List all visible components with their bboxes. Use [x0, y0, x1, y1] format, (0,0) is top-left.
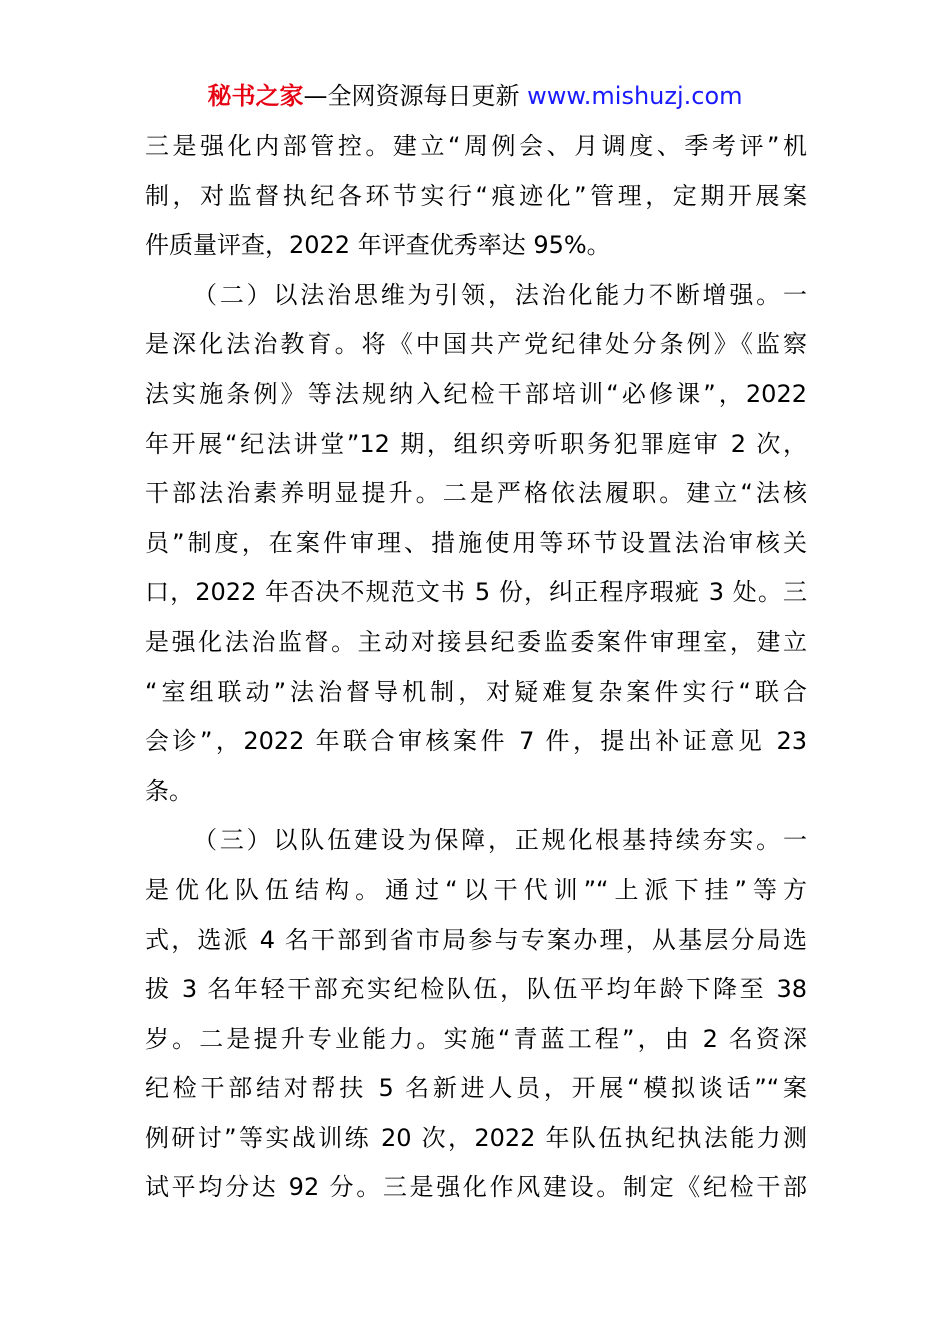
- text-line: 干部法治素养明显提升。二是严格依法履职。建立“法核: [145, 479, 807, 508]
- text-line: 例研讨”等实战训练 20 次，2022 年队伍执纪执法能力测: [145, 1123, 807, 1152]
- text-line: 制，对监督执纪各环节实行“痕迹化”管理，定期开展案: [145, 181, 807, 210]
- text-line: 条。: [145, 776, 193, 805]
- header-site-link[interactable]: www.mishuzj.com: [527, 82, 743, 110]
- text-line: 法实施条例》等法规纳入纪检干部培训“必修课”，2022: [145, 379, 807, 408]
- header-tagline: —全网资源每日更新: [303, 82, 528, 110]
- text-line: 是优化队伍结构。通过“以干代训”“上派下挂”等方: [145, 875, 807, 904]
- text-line: 口，2022 年否决不规范文书 5 份，纠正程序瑕疵 3 处。三: [145, 578, 807, 607]
- text-line: 件质量评查，2022 年评查优秀率达 95%。: [145, 231, 611, 260]
- text-line: 岁。二是提升专业能力。实施“青蓝工程”，由 2 名资深: [145, 1024, 807, 1053]
- text-line: 拔 3 名年轻干部充实纪检队伍，队伍平均年龄下降至 38: [145, 975, 807, 1004]
- text-line: 是深化法治教育。将《中国共产党纪律处分条例》《监察: [145, 330, 807, 359]
- text-line: 是强化法治监督。主动对接县纪委监委案件审理室，建立: [145, 627, 807, 656]
- text-line: 纪检干部结对帮扶 5 名新进人员，开展“模拟谈话”“案: [145, 1074, 807, 1103]
- page-header: [0, 80, 950, 112]
- text-line: 式，选派 4 名干部到省市局参与专案办理，从基层分局选: [145, 925, 807, 954]
- text-line: 员”制度，在案件审理、措施使用等环节设置法治审核关: [145, 528, 807, 557]
- header-brand: 秘书之家: [207, 82, 304, 110]
- document-body: [145, 122, 807, 1213]
- text-line: （二）以法治思维为引领，法治化能力不断增强。一: [193, 280, 807, 309]
- text-line: 会诊”，2022 年联合审核案件 7 件，提出补证意见 23: [145, 727, 807, 756]
- text-line: （三）以队伍建设为保障，正规化根基持续夯实。一: [193, 826, 807, 855]
- text-line: “室组联动”法治督导机制，对疑难复杂案件实行“联合: [145, 677, 807, 706]
- text-line: 三是强化内部管控。建立“周例会、月调度、季考评”机: [145, 132, 807, 160]
- text-line: 年开展“纪法讲堂”12 期，组织旁听职务犯罪庭审 2 次，: [145, 429, 807, 458]
- text-line: 试平均分达 92 分。三是强化作风建设。制定《纪检干部: [145, 1173, 807, 1202]
